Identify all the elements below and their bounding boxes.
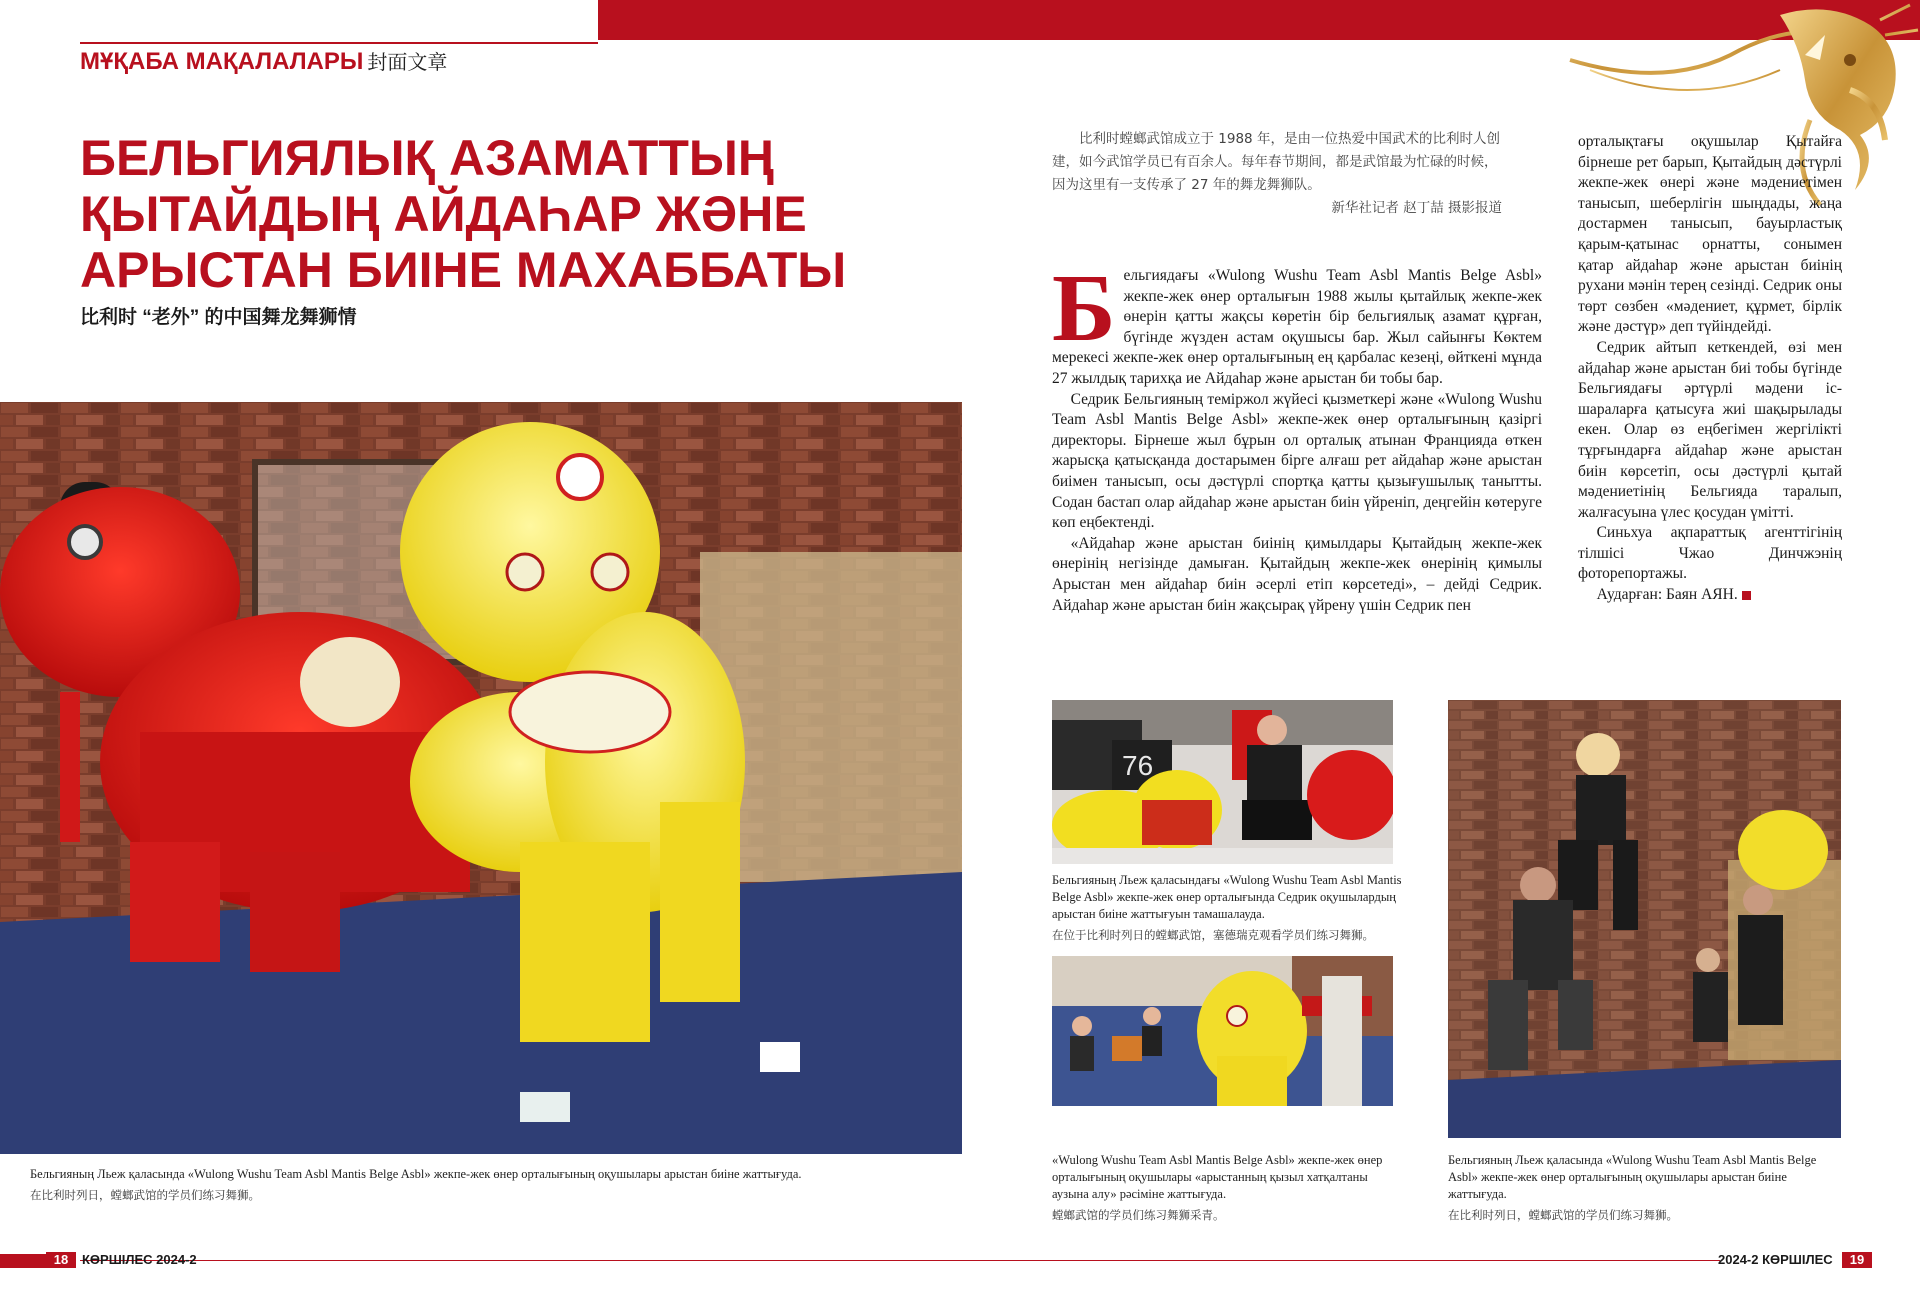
chinese-credit: 新华社记者 赵丁喆 摄影报道	[1331, 200, 1502, 216]
headline-line-3: АРЫСТАН БИІНЕ МАХАББАТЫ	[80, 242, 847, 298]
paragraph-3: «Айдаһар және арыстан биінің қимылдары Қытайдың жекпе-жек өнерінің негізінде дамыған. Қытайдың жекпе-жек өнерінің қимылы Арыстан мен айдаһар биін әсерлі етіп көрсетеді», – дейді Седрик. Айдаһар және арыстан биін жақсырақ үйрену үшін Седрик пен	[1052, 534, 1542, 614]
photo-lion-red-envelope	[1052, 956, 1393, 1106]
chinese-intro: 比利时螳螂武馆成立于 1988 年，是由一位热爱中国武术的比利时人创建，如今武馆学员已有百余人。每年春节期间，都是武馆最为忙碌的时候，因为这里有一支传承了 27 年的舞龙舞狮队。	[1052, 131, 1500, 193]
article-headline	[80, 130, 847, 298]
caption-photo-b	[1052, 1152, 1402, 1224]
photo-a-number: 76	[1122, 750, 1154, 781]
caption-main-zh: 在比利时列日，螳螂武馆的学员们练习舞狮。	[30, 1188, 260, 1202]
caption-main-kz: Бельгияның Льеж қаласында «Wulong Wushu Team Asbl Mantis Belge Asbl» жекпе-жек өнер орталығының оқушылары арыстан биіне жаттығуда.	[30, 1167, 802, 1181]
paragraph-6: Синьхуа ақпараттық агенттігінің тілшісі Чжао Динчжэнің фоторепортажы.	[1578, 524, 1842, 583]
paragraph-4: орталықтағы оқушылар Қытайға бірнеше рет барып, Қытайдың дәстүрлі жекпе-жек өнері және мәдениетімен танысып, шеберлігін шыңдады, жаңа достармен танысып, бауырластық қарым-қатынас орнатты, сонымен қатар айдаһар және арыстан биінің рухани мәнін терең сезінді. Седрик оны төрт сөзбен «мәдениет, құрмет, бірлік және дәстүр» деп түйіндейді.	[1578, 133, 1842, 336]
footer-left-bar	[0, 1254, 46, 1268]
section-label	[80, 46, 447, 76]
translator-line: Аударған: Баян АЯН.	[1578, 585, 1842, 606]
caption-a-zh: 在位于比利时列日的螳螂武馆，塞德瑞克观看学员们练习舞狮。	[1052, 928, 1374, 942]
caption-c-zh: 在比利时列日，螳螂武馆的学员们练习舞狮。	[1448, 1208, 1678, 1222]
caption-photo-a	[1052, 872, 1402, 944]
main-photo-lion-dance	[0, 402, 962, 1154]
footer-line-right	[960, 1260, 1720, 1261]
paragraph-1: Бельгиядағы «Wulong Wushu Team Asbl Mantis Belge Asbl» жекпе-жек өнер орталығын 1988 жылы қытайлық жекпе-жек өнерін қатты жақсы көретін бір бельгиялық азамат құрған, бүгінде жүзден астам оқушысы бар. Жыл сайынғы Көктем мерекесі жекпе-жек өнер орталығының ең қарбалас кезеңі, өйткені мұнда 27 жылдық тарихқа ие Айдаһар және арыстан би тобы бар.	[1052, 254, 1542, 387]
caption-b-kz: «Wulong Wushu Team Asbl Mantis Belge Asbl» жекпе-жек өнер орталығының оқушылары «арыстанның қызыл хатқалтаны аузына алу» рәсіміне жаттығуда.	[1052, 1153, 1383, 1201]
section-label-zh: 封面文章	[367, 52, 448, 74]
paragraph-5: Седрик айтып кеткендей, өзі мен айдаһар және арыстан биі тобы бүгінде Бельгиядағы әртүрлі мәдени іс-шараларға қатысуға жиі шақырылады екен. Олар өз еңбегімен жергілікті тұрғындарға айдаһар және арыстан биін көрсетіп, осы дәстүрлі қытай мәдениетінің Бельгияда таралып, жалғасуына үлес қосудан үміттi.	[1578, 338, 1842, 521]
page-number-left: 18	[46, 1252, 76, 1268]
paragraph-2: Седрик Бельгияның теміржол жүйесі қызметкері және «Wulong Wushu Team Asbl Mantis Belge Asbl» жекпе-жек өнер орталығының қазіргі директоры. Бірнеше жыл бұрын ол орталық атынан Францияда өткен жарысқа қатысқанда достарымен бірге алғаш рет айдаһар және арыстан биімен танысып, осы дәстүрлі спортқа қатты қызығушылық танытты. Содан бастап олар айдаһар және арыстан биін үйреніп, деңгейін көтеруге көп еңбектенді.	[1052, 390, 1542, 532]
caption-a-kz: Бельгияның Льеж қаласындағы «Wulong Wushu Team Asbl Mantis Belge Asbl» жекпе-жек өнер орталығында Седрик оқушылардың арыстан биіне жаттығуын тамашалауда.	[1052, 873, 1402, 921]
page-number-right: 19	[1842, 1252, 1872, 1268]
article-subtitle-zh: 比利时 “老外” 的中国舞龙舞狮情	[80, 307, 357, 328]
footer-magazine-left: КӨРШІЛЕС 2024-2	[82, 1252, 197, 1267]
headline-line-2: ҚЫТАЙДЫҢ АЙДАҺАР ЖӘНЕ	[80, 186, 807, 242]
caption-c-kz: Бельгияның Льеж қаласында «Wulong Wushu Team Asbl Mantis Belge Asbl» жекпе-жек өнер орталығының оқушылары арыстан биіне жаттығуда.	[1448, 1153, 1817, 1201]
caption-photo-c	[1448, 1152, 1843, 1224]
caption-main-photo	[30, 1166, 890, 1204]
body-column-1	[1052, 254, 1542, 616]
caption-b-zh: 螳螂武馆的学员们练习舞狮采青。	[1052, 1208, 1225, 1222]
section-label-kz: МҰҚАБА МАҚАЛАЛАРЫ	[80, 48, 364, 75]
end-mark	[1742, 591, 1751, 600]
footer-magazine-right: 2024-2 КӨРШІЛЕС	[1718, 1252, 1833, 1267]
drop-cap: Б	[1052, 254, 1116, 361]
footer-line-left	[80, 1260, 960, 1261]
photo-cedric-watching	[1052, 700, 1393, 864]
photo-students-lift	[1448, 700, 1841, 1138]
body-column-2	[1578, 132, 1842, 606]
section-rule	[80, 42, 598, 44]
headline-line-1: БЕЛЬГИЯЛЫҚ АЗАМАТТЫҢ	[80, 130, 774, 186]
